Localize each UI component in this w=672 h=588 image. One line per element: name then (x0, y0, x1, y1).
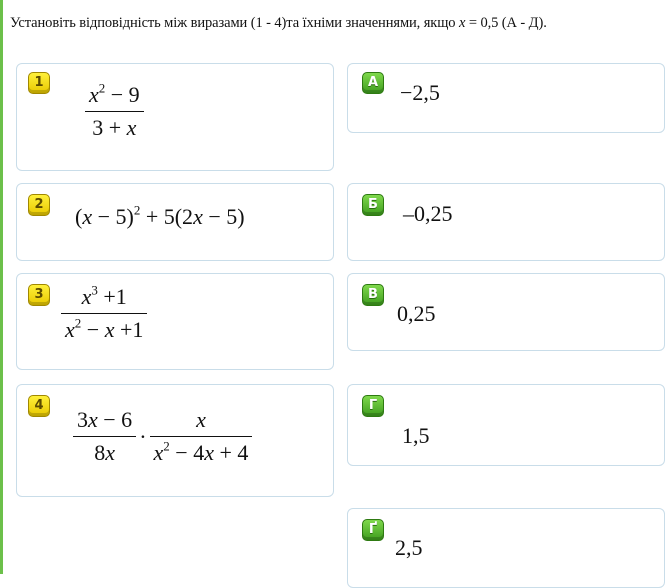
expression-2-formula: $(x - 5)^2 + 5(2x - 5)$ (75, 202, 245, 229)
expression-3-formula: $\frac{x^3 +1}{x^2 - x +1}$ (61, 284, 147, 343)
answer-card-g[interactable] (347, 508, 665, 588)
answer-badge-h: Г (362, 395, 384, 417)
expression-badge-1: 1 (28, 72, 50, 94)
answer-value-a: −2,5 (400, 80, 440, 105)
answer-card-v[interactable] (347, 273, 665, 351)
answer-value-g: 2,5 (395, 535, 423, 560)
task-instruction: Установіть відповідність між виразами (1 - 4)та їхніми значеннями, якщо x = 0,5 (А - Д). (10, 15, 547, 31)
answer-badge-v: В (362, 284, 384, 306)
expression-1-formula: $\frac{x^2 - 9}{3 + x}$ (85, 82, 144, 141)
answer-value-h: 1,5 (402, 423, 430, 448)
answer-card-a[interactable] (347, 63, 665, 133)
answer-badge-g: Ґ (362, 519, 384, 541)
expression-card-3[interactable] (16, 273, 334, 370)
expression-badge-3: 3 (28, 284, 50, 306)
answer-card-h[interactable] (347, 384, 665, 466)
expression-4-formula: $\frac{3x - 6}{8x}$ · $\frac{x}{x^2 - 4x + 4}$ (73, 407, 252, 466)
expression-card-2[interactable] (16, 183, 334, 261)
answer-value-v: 0,25 (397, 301, 436, 326)
expression-card-4[interactable] (16, 384, 334, 497)
answer-card-b[interactable] (347, 183, 665, 261)
answer-value-b: –0,25 (403, 201, 453, 226)
answer-badge-b: Б (362, 194, 384, 216)
expression-card-1[interactable] (16, 63, 334, 171)
expression-badge-4: 4 (28, 395, 50, 417)
left-accent-border (0, 0, 3, 574)
answer-badge-a: А (362, 72, 384, 94)
expression-badge-2: 2 (28, 194, 50, 216)
